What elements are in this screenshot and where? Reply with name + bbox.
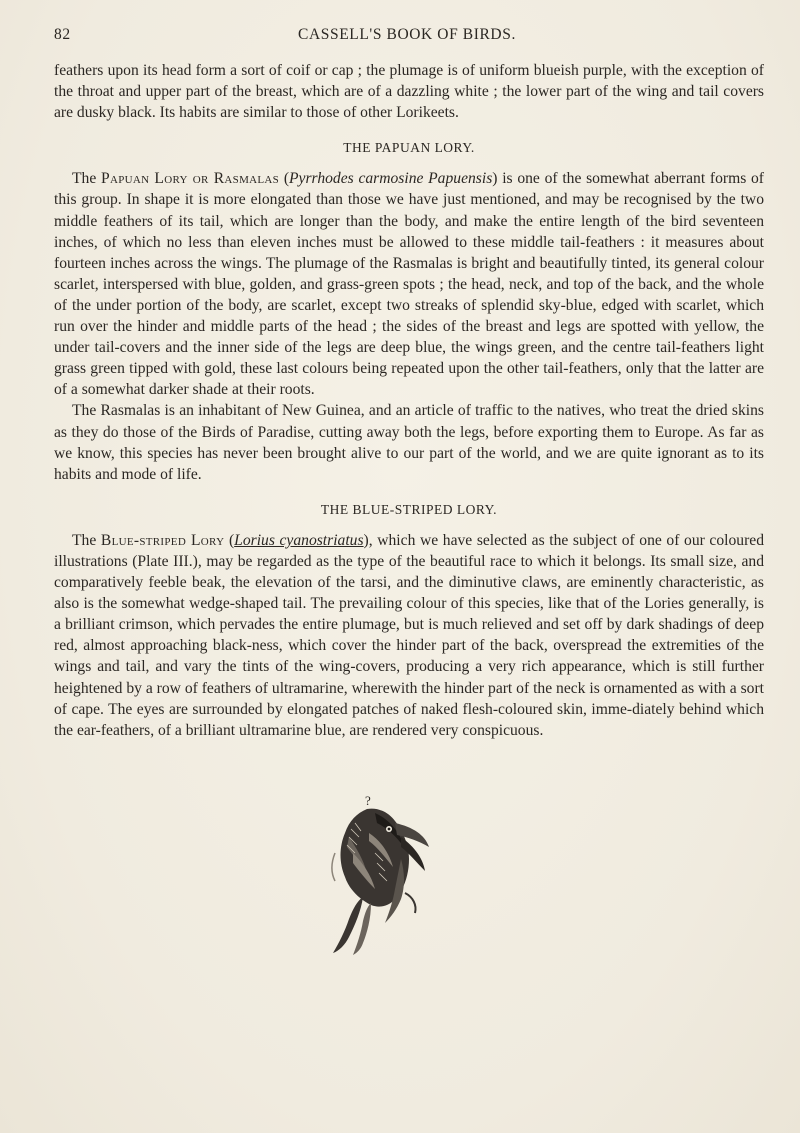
bluestriped-lead: The [72,531,97,549]
papuan-open-paren: ( [283,170,290,188]
bluestriped-common-name: Blue-striped Lory [100,531,225,549]
figure-mark: ? [365,793,371,808]
intro-paragraph: feathers upon its head form a sort of coif or cap ; the plumage is of uniform blueish purple, with the exception of the throat and upper part of the breast, which are of a dazzling white ; the lower part of the wing and tail covers are dusky black. Its habits are similar to those of other Lorikeets. [54,62,764,122]
papuan-lory-paragraph-2: The Rasmalas is an inhabitant of New Guinea, and an article of traffic to the natives, who treat the dried skins as they do those of the Birds of Paradise, cutting away both the legs, before exporting them to Europe. As far as we know, this species has never been brought alive to our part of the world, and we are quite ignorant as to its habits and mode of life. [54,402,764,483]
body-text [54,60,764,741]
parrot-figure [332,809,429,955]
papuan-lory-paragraph-1 [54,168,764,400]
bluestriped-scientific-name: Lorius cyanostriatus [234,531,364,549]
running-title: CASSELL'S BOOK OF BIRDS. [298,26,516,43]
papuan-paragraph-1-rest: ) is one of the somewhat aberrant forms of this group. In shape it is more elongated than those we have just mentioned, and may be recognised by the two middle feathers of its tail, which are longer than the body, and make the entire length of the bird seventeen inches, of which no less than eleven inches must be allowed to these middle tail-feathers : it measures about fourteen inches across the wings. The plumage of the Rasmalas is bright and beautifully tinted, its general colour scarlet, interspersed with blue, golden, and grass-green spots ; the head, neck, and top of the back, and the whole of the under portion of the body, are scarlet, except two streaks of splendid sky-blue, edged with scarlet, which run over the hinder and middle parts of the head ; the sides of the breast and legs are spotted with yellow, the under tail-covers and the inner side of the legs are deep blue, the wings green, and the centre tail-feathers light grass green tipped with gold, these last colours being repeated upon the other tail-feathers, only that the latter are of a somewhat darker shade at their roots. [54,170,765,399]
blue-striped-lory-paragraph [54,530,764,741]
bluestriped-paragraph-rest: ), which we have selected as the subject of one of our coloured illustrations (Plate III.), may be regarded as the type of the beautiful race to which it belongs. Its small size, and comparatively feeble beak, the elevation of the tarsi, and the diminutive claws, are eminently characteristic, as also is the somewhat wedge-shaped tail. The prevailing colour of this species, like that of the Lories generally, is a brilliant crimson, which pervades the entire plumage, but is much relieved and set off by dark shadings of deep red, almost approaching black-ness, which cover the hinder part of the back, overspread the extremities of the wings and tail, and vary the tints of the wing-covers, producing a very rich appearance, which is still further heightened by a row of feathers of ultramarine, wherewith the hinder part of the neck is ornamented as with a sort of cape. The eyes are surrounded by elongated patches of naked flesh-coloured skin, imme-diately behind which the ear-feathers, of a brilliant ultramarine blue, are rendered very conspicuous. [54,531,764,739]
papuan-lory-heading: THE PAPUAN LORY. [343,140,475,156]
bluestriped-open-paren: ( [228,531,235,549]
parrot-engraving-icon [305,793,435,957]
papuan-scientific-name: Pyrrhodes carmosine Papuensis [289,170,493,188]
blue-striped-lory-heading: THE BLUE-STRIPED LORY. [320,501,498,517]
running-head [54,26,760,50]
papuan-lead: The [72,170,97,188]
papuan-common-name: Papuan Lory or Rasmalas [101,170,280,188]
page-number: 82 [54,26,71,43]
